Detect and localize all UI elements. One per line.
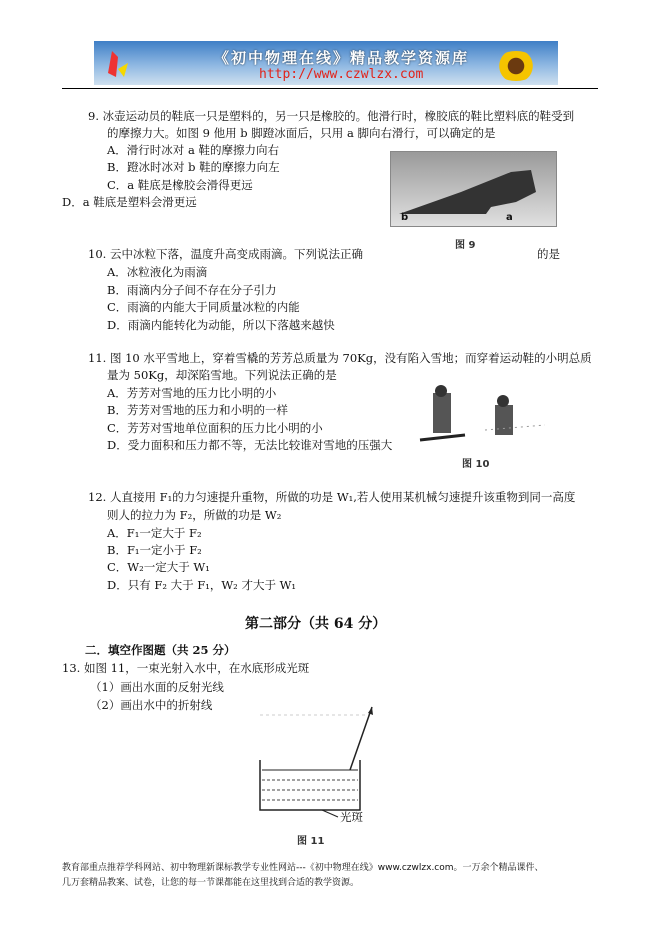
q9-option-d: D．a 鞋底是塑料会滑更远 [62, 195, 197, 209]
q12-option-a: A．F₁一定大于 F₂ [107, 526, 202, 540]
q11-option-a: A．芳芳对雪地的压力比小明的小 [107, 386, 277, 400]
q9-option-b: B．蹬冰时冰对 b 鞋的摩擦力向左 [107, 160, 280, 174]
figure-label-b: b [401, 212, 409, 223]
q11-option-d: D．受力面积和压力都不等，无法比较谁对雪地的压强大 [107, 438, 393, 452]
figure-label-a: a [506, 212, 513, 223]
part-two-title: 第二部分（共 64 分） [245, 616, 387, 632]
figure-10-caption: 图 10 [462, 459, 490, 470]
banner-title: 《初中物理在线》精品教学资源库 [214, 49, 470, 67]
q10-option-b: B．雨滴内分子间不存在分子引力 [107, 283, 277, 297]
q11-option-b: B．芳芳对雪地的压力和小明的一样 [107, 403, 288, 417]
figure-11-diagram [250, 705, 380, 825]
q13-stem: 13. 如图 11，一束光射入水中，在水底形成光斑 [62, 661, 310, 675]
q10-option-a: A．冰粒液化为雨滴 [107, 265, 208, 279]
footer-line-1: 教育部重点推荐学科网站、初中物理新课标教学专业性网站---《初中物理在线》www.czwlzx.com。一万余个精品课件、 [62, 863, 544, 873]
light-spot-label: 光斑 [340, 810, 363, 824]
figure-9-curler-image [390, 151, 557, 227]
q13-part-1: （1）画出水面的反射光线 [90, 680, 224, 694]
q10-option-c: C．雨滴的内能大于同质量冰粒的内能 [107, 300, 300, 314]
figure-9-caption: 图 9 [455, 240, 476, 251]
header-banner [94, 41, 558, 85]
q10-stem-end: 的是 [537, 247, 560, 261]
header-rule [62, 88, 598, 89]
q12-stem-cont: 则人的拉力为 F₂，所做的功是 W₂ [107, 508, 282, 522]
q10-stem: 10. 云中冰粒下落，温度升高变成雨滴。下列说法正确 [88, 247, 363, 261]
q12-stem: 12. 人直接用 F₁的力匀速提升重物，所做的功是 W₁,若人使用某机械匀速提升该重物到同一高度 [88, 490, 576, 504]
q13-part-2: （2）画出水中的折射线 [90, 698, 213, 712]
q9-option-a: A．滑行时冰对 a 鞋的摩擦力向右 [107, 143, 279, 157]
sunflower-icon [494, 51, 538, 81]
site-logo-icon [104, 49, 130, 79]
footer-line-2: 几万套精品教案、试卷，让您的每一节课都能在这里找到合适的教学资源。 [62, 878, 360, 888]
q11-stem: 11. 图 10 水平雪地上，穿着雪橇的芳芳总质量为 70Kg，没有陷入雪地；而穿着运动鞋的小明总质 [88, 351, 592, 365]
q9-stem-cont: 的摩擦力大。如图 9 他用 b 脚蹬冰面后，只用 a 脚向右滑行，可以确定的是 [107, 126, 496, 140]
q9-option-c: C．a 鞋底是橡胶会滑得更远 [107, 178, 253, 192]
q10-option-d: D．雨滴内能转化为动能，所以下落越来越快 [107, 318, 335, 332]
section-heading: 二．填空作图题（共 25 分） [85, 643, 236, 657]
figure-10-skiers-image [415, 385, 555, 453]
q11-stem-cont: 量为 50Kg，却深陷雪地。下列说法正确的是 [107, 368, 337, 382]
q11-option-c: C．芳芳对雪地单位面积的压力比小明的小 [107, 421, 323, 435]
banner-url[interactable]: http://www.czwlzx.com [259, 67, 424, 82]
figure-11-caption: 图 11 [297, 836, 325, 847]
q12-option-b: B．F₁一定小于 F₂ [107, 543, 202, 557]
q9-stem: 9. 冰壶运动员的鞋底一只是塑料的，另一只是橡胶的。他滑行时，橡胶底的鞋比塑料底的鞋受到 [88, 109, 575, 123]
q12-option-d: D．只有 F₂ 大于 F₁，W₂ 才大于 W₁ [107, 578, 297, 592]
q12-option-c: C．W₂一定大于 W₁ [107, 560, 210, 574]
